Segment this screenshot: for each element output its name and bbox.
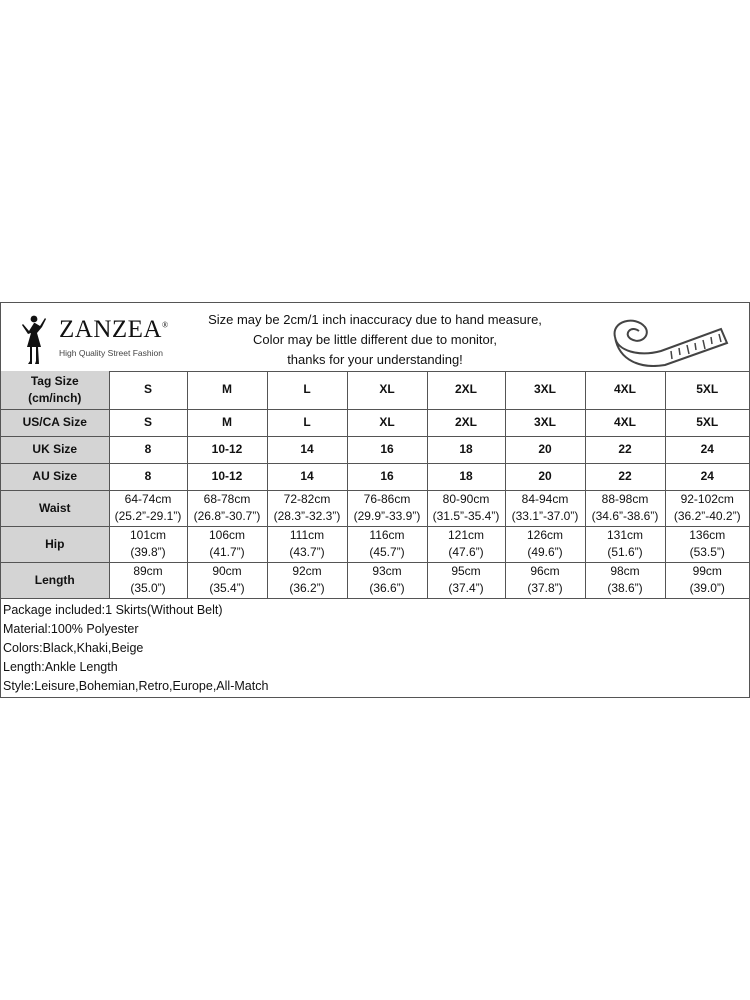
measurement-notice — [187, 310, 563, 370]
table-cell: 95cm (37.4”) — [427, 562, 505, 598]
length-info: Length:Ankle Length — [3, 660, 118, 674]
row-label: US/CA Size — [1, 409, 109, 436]
table-cell: 10-12 — [187, 463, 267, 490]
table-cell: 22 — [585, 463, 665, 490]
table-row — [1, 526, 749, 562]
table-cell: 90cm (35.4”) — [187, 562, 267, 598]
table-cell: 8 — [109, 436, 187, 463]
table-cell: 99cm (39.0”) — [665, 562, 749, 598]
row-label: Tag Size (cm/inch) — [1, 371, 109, 409]
notice-line: Color may be little different due to monitor, — [253, 332, 497, 347]
table-cell: 126cm (49.6”) — [505, 526, 585, 562]
table-cell: 20 — [505, 436, 585, 463]
size-table-body — [1, 371, 749, 598]
table-cell: 111cm (43.7”) — [267, 526, 347, 562]
package-info: Package included:1 Skirts(Without Belt) — [3, 603, 223, 617]
size-header-cell: S — [109, 371, 187, 409]
woman-silhouette-icon — [15, 309, 51, 367]
table-cell: 68-78cm (26.8”-30.7”) — [187, 490, 267, 526]
measuring-tape-icon — [601, 307, 731, 367]
table-cell: M — [187, 409, 267, 436]
notice-line: thanks for your understanding! — [287, 352, 463, 367]
notice-line: Size may be 2cm/1 inch inaccuracy due to hand measure, — [208, 312, 542, 327]
table-cell: 16 — [347, 463, 427, 490]
table-cell: 92cm (36.2”) — [267, 562, 347, 598]
row-label: Hip — [1, 526, 109, 562]
table-cell: 136cm (53.5”) — [665, 526, 749, 562]
table-cell: 4XL — [585, 409, 665, 436]
table-cell: 8 — [109, 463, 187, 490]
size-table — [1, 371, 749, 599]
table-cell: 5XL — [665, 409, 749, 436]
table-cell: 116cm (45.7”) — [347, 526, 427, 562]
table-row — [1, 490, 749, 526]
size-header-cell: 3XL — [505, 371, 585, 409]
table-cell: 98cm (38.6”) — [585, 562, 665, 598]
table-cell: 101cm (39.8”) — [109, 526, 187, 562]
table-cell: 89cm (35.0”) — [109, 562, 187, 598]
style-info: Style:Leisure,Bohemian,Retro,Europe,All-Match — [3, 679, 269, 693]
table-row — [1, 436, 749, 463]
table-cell: 20 — [505, 463, 585, 490]
table-cell: S — [109, 409, 187, 436]
size-header-cell: XL — [347, 371, 427, 409]
brand-name: ZANZEA® — [59, 316, 169, 343]
table-cell: 2XL — [427, 409, 505, 436]
row-label: Waist — [1, 490, 109, 526]
colors-info: Colors:Black,Khaki,Beige — [3, 641, 144, 655]
size-header-cell: 4XL — [585, 371, 665, 409]
table-cell: 14 — [267, 463, 347, 490]
brand-tagline: High Quality Street Fashion — [59, 348, 163, 358]
table-cell: 106cm (41.7”) — [187, 526, 267, 562]
table-cell: 18 — [427, 463, 505, 490]
size-header-cell: L — [267, 371, 347, 409]
table-cell: 76-86cm (29.9”-33.9”) — [347, 490, 427, 526]
size-header-cell: M — [187, 371, 267, 409]
table-cell: 24 — [665, 463, 749, 490]
brand-logo — [15, 309, 195, 367]
table-cell: 96cm (37.8”) — [505, 562, 585, 598]
row-label: AU Size — [1, 463, 109, 490]
table-cell: 80-90cm (31.5”-35.4”) — [427, 490, 505, 526]
table-cell: 93cm (36.6”) — [347, 562, 427, 598]
table-cell: 72-82cm (28.3”-32.3”) — [267, 490, 347, 526]
chart-header — [1, 303, 749, 372]
product-info — [3, 601, 268, 696]
table-header-row — [1, 371, 749, 409]
table-cell: 18 — [427, 436, 505, 463]
table-cell: 24 — [665, 436, 749, 463]
table-cell: 10-12 — [187, 436, 267, 463]
table-cell: 92-102cm (36.2”-40.2”) — [665, 490, 749, 526]
table-cell: 121cm (47.6”) — [427, 526, 505, 562]
table-row — [1, 409, 749, 436]
row-label: UK Size — [1, 436, 109, 463]
material-info: Material:100% Polyester — [3, 622, 139, 636]
table-cell: 22 — [585, 436, 665, 463]
size-header-cell: 2XL — [427, 371, 505, 409]
table-cell: 131cm (51.6”) — [585, 526, 665, 562]
size-chart — [0, 302, 750, 698]
table-cell: 3XL — [505, 409, 585, 436]
table-row — [1, 463, 749, 490]
table-cell: L — [267, 409, 347, 436]
row-label: Length — [1, 562, 109, 598]
size-header-cell: 5XL — [665, 371, 749, 409]
table-cell: XL — [347, 409, 427, 436]
table-cell: 14 — [267, 436, 347, 463]
table-cell: 88-98cm (34.6”-38.6”) — [585, 490, 665, 526]
table-cell: 16 — [347, 436, 427, 463]
table-row — [1, 562, 749, 598]
table-cell: 84-94cm (33.1”-37.0”) — [505, 490, 585, 526]
table-cell: 64-74cm (25.2”-29.1”) — [109, 490, 187, 526]
